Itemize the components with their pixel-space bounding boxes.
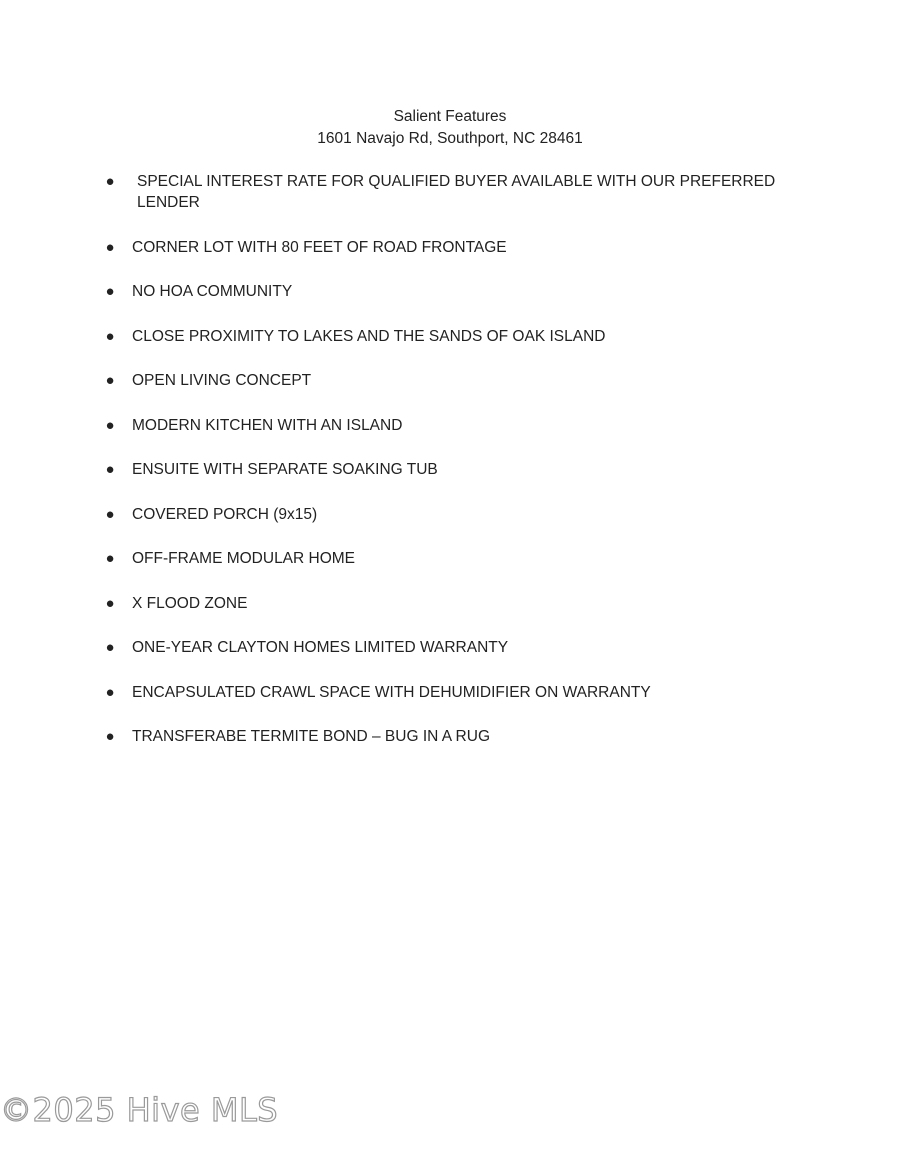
- bullet-icon: ●: [105, 416, 115, 434]
- feature-text: ENSUITE WITH SEPARATE SOAKING TUB: [132, 461, 438, 478]
- feature-text: MODERN KITCHEN WITH AN ISLAND: [132, 416, 403, 434]
- feature-item: [0, 237, 900, 258]
- feature-item: [0, 637, 900, 658]
- feature-item: [0, 726, 900, 747]
- bullet-icon: ●: [105, 327, 115, 345]
- bullet-icon: ●: [105, 283, 115, 300]
- feature-text: SPECIAL INTEREST RATE FOR QUALIFIED BUYER AVAILABLE WITH OUR PREFERRED LENDER: [137, 173, 776, 211]
- bullet-icon: ●: [105, 461, 115, 478]
- bullet-icon: ●: [105, 372, 115, 389]
- feature-item: [0, 171, 900, 213]
- feature-text: ENCAPSULATED CRAWL SPACE WITH DEHUMIDIFIER ON WARRANTY: [132, 683, 651, 701]
- feature-item: [0, 504, 900, 525]
- bullet-icon: ●: [105, 594, 115, 612]
- feature-item: [0, 370, 900, 391]
- feature-item: [0, 548, 900, 569]
- feature-item: [0, 415, 900, 436]
- feature-text: ONE-YEAR CLAYTON HOMES LIMITED WARRANTY: [132, 639, 509, 656]
- feature-item: [0, 326, 900, 347]
- bullet-icon: ●: [105, 173, 115, 190]
- bullet-icon: ●: [105, 683, 115, 701]
- bullet-icon: ●: [105, 639, 115, 656]
- bullet-icon: ●: [105, 728, 115, 745]
- feature-text: CORNER LOT WITH 80 FEET OF ROAD FRONTAGE: [132, 238, 507, 256]
- document-title: Salient Features: [393, 108, 507, 125]
- feature-item: [0, 682, 900, 703]
- feature-text: COVERED PORCH (9x15): [132, 505, 318, 523]
- feature-item: [0, 459, 900, 480]
- feature-text: OPEN LIVING CONCEPT: [132, 372, 312, 389]
- feature-text: OFF-FRAME MODULAR HOME: [132, 550, 356, 567]
- feature-text: TRANSFERABE TERMITE BOND – BUG IN A RUG: [132, 728, 490, 745]
- bullet-icon: ●: [105, 238, 115, 256]
- feature-text: NO HOA COMMUNITY: [132, 283, 293, 300]
- feature-item: [0, 281, 900, 302]
- bullet-icon: ●: [105, 550, 115, 567]
- property-address: 1601 Navajo Rd, Southport, NC 28461: [317, 130, 583, 147]
- feature-item: [0, 593, 900, 614]
- feature-list: [0, 171, 900, 771]
- copyright-watermark: ©2025 Hive MLS: [0, 1091, 279, 1129]
- feature-text: X FLOOD ZONE: [132, 594, 248, 612]
- bullet-icon: ●: [105, 505, 115, 523]
- document-header: [0, 106, 900, 150]
- feature-text: CLOSE PROXIMITY TO LAKES AND THE SANDS OF OAK ISLAND: [132, 327, 606, 345]
